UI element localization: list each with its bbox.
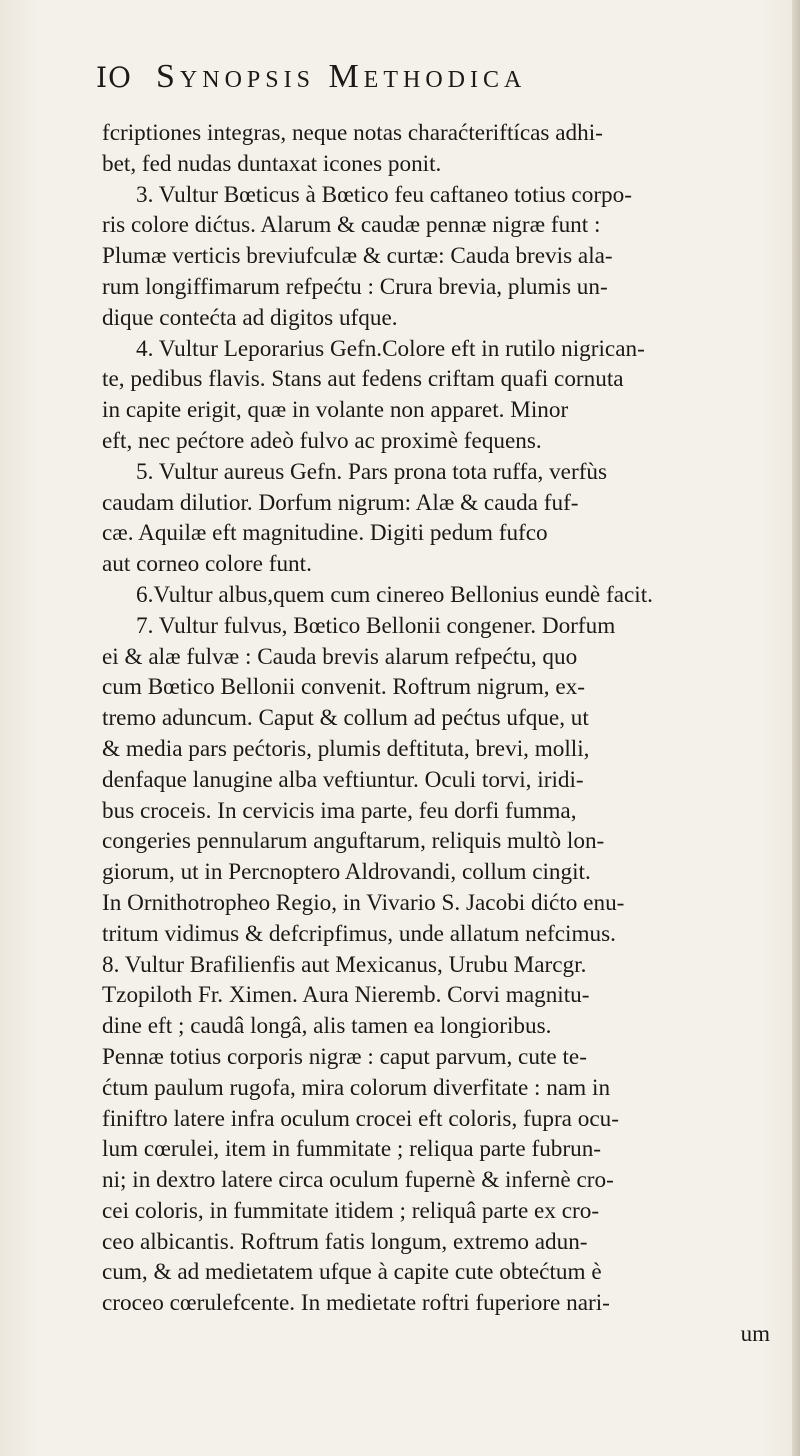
text-line: fcriptiones integras, neque notas charaćteriftícas adhi- — [102, 120, 603, 146]
page-number: IO — [96, 61, 133, 94]
text-line: In Ornithotropheo Regio, in Vivario S. Jacobi dićto enu- — [102, 889, 625, 916]
body-text — [102, 118, 770, 1319]
text-line: caudam dilutior. Dorfum nigrum: Alæ & cauda fuf- — [102, 489, 579, 516]
text-line: Tzopiloth Fr. Ximen. Aura Nieremb. Corvi magnitu- — [102, 982, 590, 1009]
text-line: giorum, ut in Percnoptero Aldrovandi, collum cingit. — [102, 859, 591, 886]
text-line: 3. Vultur Bœticus à Bœtico feu caftaneo totius corpo- — [136, 181, 632, 208]
text-line: finiftro latere infra oculum crocei eft coloris, fupra ocu- — [102, 1105, 619, 1132]
text-line: eft, nec pećtore adeò fulvo ac proximè fequens. — [102, 427, 542, 454]
text-line: dine eft ; caudâ longâ, alis tamen ea longioribus. — [102, 1013, 552, 1040]
text-line: denfaque lanugine alba veftiuntur. Oculi torvi, iridi- — [102, 766, 584, 793]
text-line: in capite erigit, quæ in volante non apparet. Minor — [102, 397, 569, 424]
text-line: cum Bœtico Bellonii convenit. Roftrum nigrum, ex- — [102, 674, 585, 701]
running-title: Synopsis Methodica — [156, 58, 527, 95]
text-line: 4. Vultur Leporarius Gefn.Colore eft in rutilo nigrican- — [136, 335, 645, 362]
text-line: tremo aduncum. Caput & collum ad pećtus ufque, ut — [102, 705, 589, 732]
text-line: dique contećta ad digitos ufque. — [102, 304, 398, 331]
text-line: 8. Vultur Brafilienfis aut Mexicanus, Urubu Marcgr. — [102, 951, 587, 978]
text-line: te, pedibus flavis. Stans aut fedens criftam quafi cornuta — [102, 366, 624, 393]
text-line: cæ. Aquilæ eft magnitudine. Digiti pedum fufco — [102, 520, 548, 547]
text-line: aut corneo colore funt. — [102, 551, 312, 578]
text-line: bet, fed nudas duntaxat icones ponit. — [102, 150, 442, 177]
text-line: 5. Vultur aureus Gefn. Pars prona tota ruffa, verfùs — [136, 458, 608, 485]
text-line: rum longiffimarum refpećtu : Crura brevia, plumis un- — [102, 273, 608, 300]
running-head — [96, 58, 770, 118]
text-line: ni; in dextro latere circa oculum fupernè & infernè cro- — [102, 1167, 614, 1194]
text-line: ei & alæ fulvæ : Cauda brevis alarum refpećtu, quo — [102, 643, 578, 670]
text-line: Pennæ totius corporis nigræ : caput parvum, cute te- — [102, 1043, 587, 1070]
text-line: cei coloris, in fummitate itidem ; reliquâ parte ex cro- — [102, 1197, 600, 1224]
page-edge-shadow — [792, 0, 800, 1456]
catchword: um — [740, 1321, 770, 1347]
text-line: ceo albicantis. Roftrum fatis longum, extremo adun- — [102, 1228, 588, 1255]
text-line: congeries pennularum anguftarum, reliquis multò lon- — [102, 828, 605, 855]
text-line: ćtum paulum rugofa, mira colorum diverfitate : nam in — [102, 1074, 611, 1101]
text-line: tritum vidimus & defcripfimus, unde allatum nefcimus. — [102, 920, 616, 947]
text-line: ris colore dićtus. Alarum & caudæ pennæ nigræ funt : — [102, 212, 601, 239]
text-line: Plumæ verticis breviufculæ & curtæ: Cauda brevis ala- — [102, 243, 613, 270]
text-line: cum, & ad medietatem ufque à capite cute obtećtum è — [102, 1259, 602, 1286]
text-line: 6.Vultur albus,quem cum cinereo Bellonius eundè facit. — [136, 581, 653, 608]
text-line: bus croceis. In cervicis ima parte, feu dorfi fumma, — [102, 797, 577, 824]
text-line: lum cœrulei, item in fummitate ; reliqua parte fubrun- — [102, 1136, 602, 1163]
text-line: 7. Vultur fulvus, Bœtico Bellonii congener. Dorfum — [136, 612, 616, 639]
text-line: croceo cœrulefcente. In medietate roftri fuperiore nari- — [102, 1290, 610, 1317]
text-line: & media pars pećtoris, plumis deftituta, brevi, molli, — [102, 735, 590, 762]
